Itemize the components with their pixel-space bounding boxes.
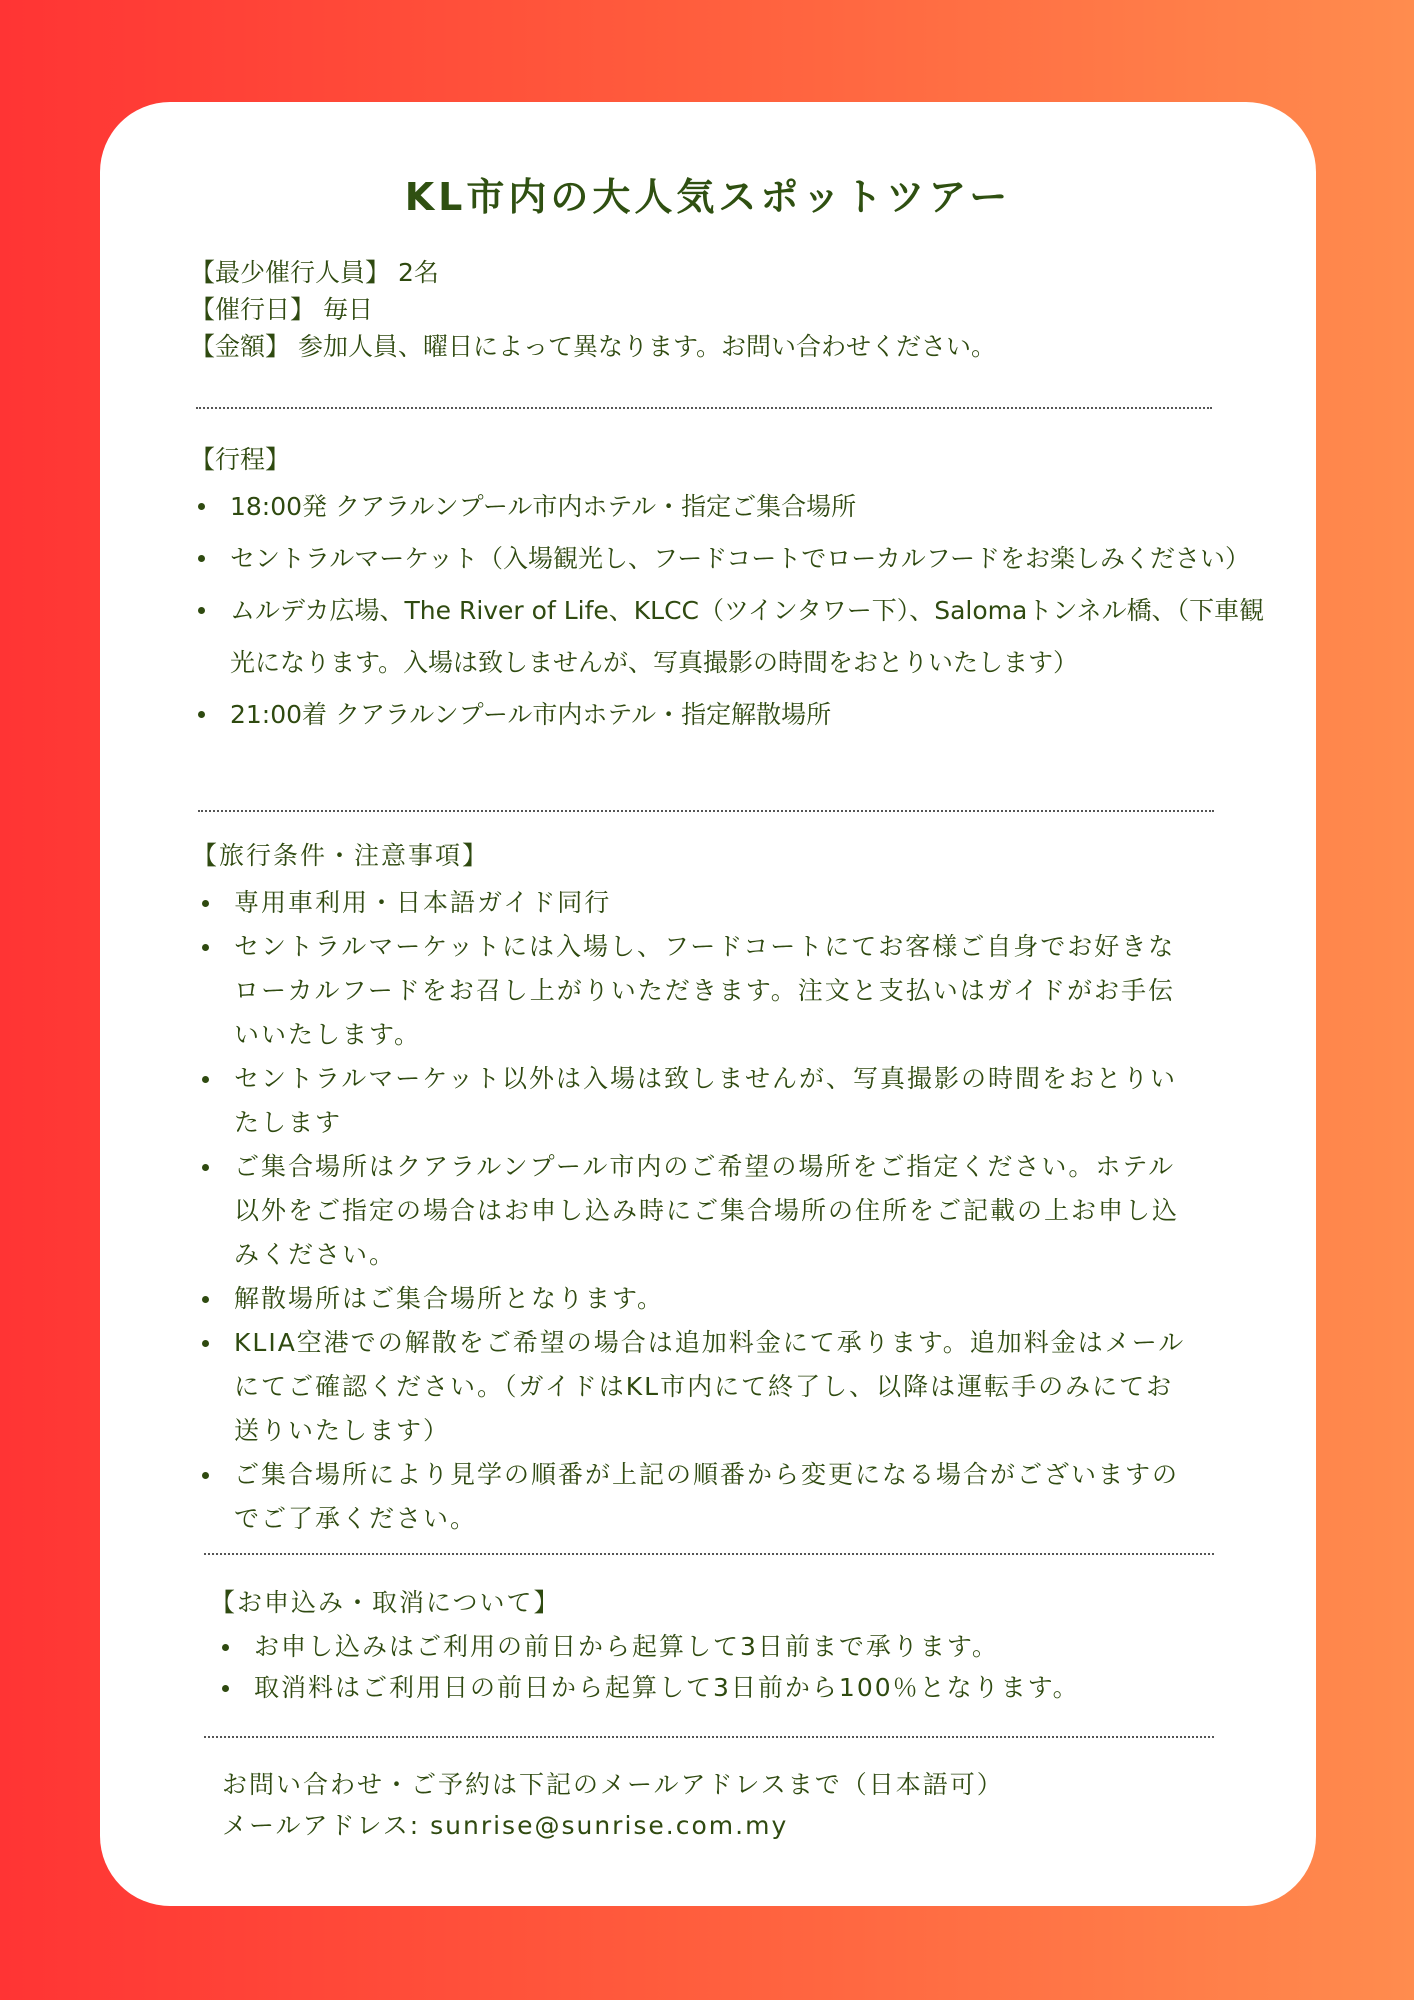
bullet-icon — [202, 900, 209, 907]
bullet-icon — [198, 607, 205, 614]
list-item: 専用車利用・日本語ガイド同行 — [198, 881, 1198, 925]
page-title: KL市内の大人気スポットツアー — [404, 175, 1012, 219]
list-item: セントラルマーケット以外は入場は致しませんが、写真撮影の時間をおとりいたします — [198, 1057, 1198, 1145]
conditions-heading: 【旅行条件・注意事項】 — [192, 841, 490, 870]
application-heading: 【お申込み・取消について】 — [210, 1588, 561, 1617]
info-operation-days: 【催行日】 毎日 — [190, 295, 373, 324]
bullet-icon — [198, 503, 205, 510]
contact-text: お問い合わせ・ご予約は下記のメールアドレスまで（日本語可） — [222, 1770, 1004, 1799]
bullet-icon — [198, 555, 205, 562]
itinerary-heading: 【行程】 — [190, 445, 291, 474]
list-item: 取消料はご利用日の前日から起算して3日前から100％となります。 — [218, 1667, 1218, 1708]
bullet-icon — [202, 1164, 209, 1171]
bullet-icon — [202, 1340, 209, 1347]
tour-card — [100, 102, 1316, 1906]
divider — [204, 1736, 1214, 1738]
list-item: セントラルマーケット（入場観光し、フードコートでローカルフードをお楽しみください） — [194, 533, 1274, 585]
contact-block — [222, 1766, 1222, 1844]
list-item: お申し込みはご利用の前日から起算して3日前まで承ります。 — [218, 1626, 1218, 1667]
bullet-icon — [202, 944, 209, 951]
bullet-icon — [222, 1644, 229, 1651]
list-item: 解散場所はご集合場所となります。 — [198, 1277, 1198, 1321]
divider — [204, 1553, 1214, 1555]
tour-info — [190, 254, 1230, 365]
bullet-icon — [202, 1076, 209, 1083]
conditions-list — [198, 881, 1198, 1541]
bullet-icon — [198, 711, 205, 718]
list-item: ムルデカ広場、The River of Life、KLCC（ツインタワー下）、Salomaトンネル橋、（下車観光になります。入場は致しませんが、写真撮影の時間をおとりいたします） — [194, 585, 1274, 689]
info-price: 【金額】 参加人員、曜日によって異なります。お問い合わせください。 — [190, 332, 996, 361]
list-item: ご集合場所はクアラルンプール市内のご希望の場所をご指定ください。ホテル以外をご指定の場合はお申し込み時にご集合場所の住所をご記載の上お申し込みください。 — [198, 1145, 1198, 1277]
list-item: KLIA空港での解散をご希望の場合は追加料金にて承ります。追加料金はメールにてご確認ください。（ガイドはKL市内にて終了し、以降は運転手のみにてお送りいたします） — [198, 1321, 1198, 1453]
list-item: 18:00発 クアラルンプール市内ホテル・指定ご集合場所 — [194, 481, 1274, 533]
list-item: セントラルマーケットには入場し、フードコートにてお客様ご自身でお好きなローカルフードをお召し上がりいただきます。注文と支払いはガイドがお手伝いいたします。 — [198, 925, 1198, 1057]
bullet-icon — [202, 1472, 209, 1479]
application-list — [218, 1626, 1218, 1708]
divider — [196, 407, 1212, 409]
divider — [198, 810, 1214, 812]
list-item: ご集合場所により見学の順番が上記の順番から変更になる場合がございますのでご了承ください。 — [198, 1453, 1198, 1541]
info-min-participants: 【最少催行人員】 2名 — [190, 258, 439, 287]
bullet-icon — [222, 1685, 229, 1692]
contact-email: メールアドレス: sunrise@sunrise.com.my — [222, 1811, 789, 1840]
list-item: 21:00着 クアラルンプール市内ホテル・指定解散場所 — [194, 689, 1274, 741]
bullet-icon — [202, 1296, 209, 1303]
itinerary-list — [194, 481, 1274, 741]
